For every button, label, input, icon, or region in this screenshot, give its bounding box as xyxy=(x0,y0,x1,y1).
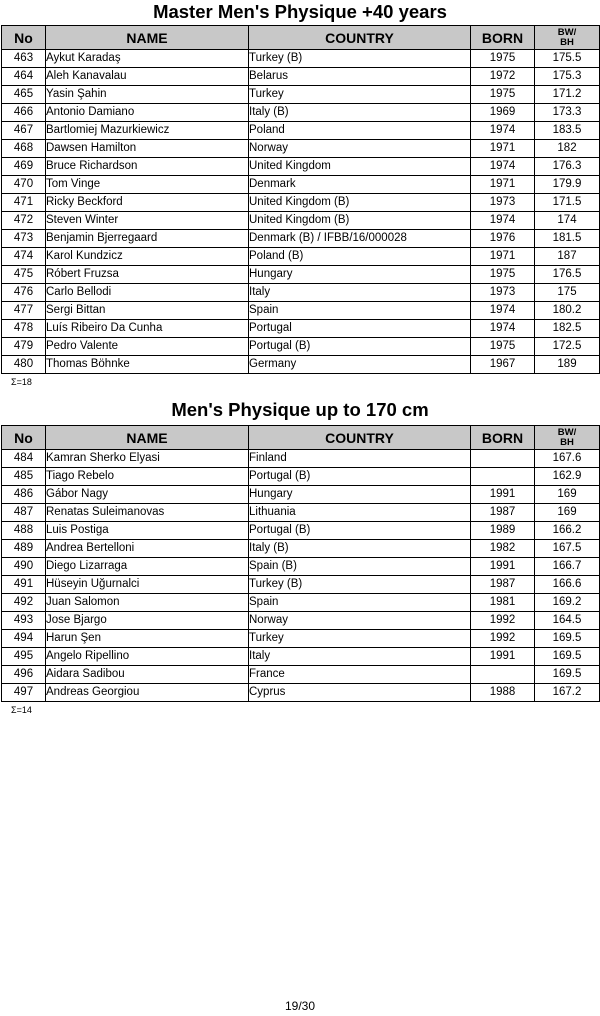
table-row xyxy=(2,558,600,576)
cell-country: Germany xyxy=(249,356,471,374)
table-row xyxy=(2,450,600,468)
cell-no: 491 xyxy=(2,576,46,594)
cell-born xyxy=(471,450,535,468)
cell-born: 1992 xyxy=(471,612,535,630)
cell-country: Spain (B) xyxy=(249,558,471,576)
cell-name: Tiago Rebelo xyxy=(46,468,249,486)
cell-born: 1975 xyxy=(471,86,535,104)
cell-born: 1974 xyxy=(471,158,535,176)
cell-no: 487 xyxy=(2,504,46,522)
section-title: Master Men's Physique +40 years xyxy=(153,1,447,22)
table-row xyxy=(2,248,600,266)
cell-country: Turkey xyxy=(249,86,471,104)
table-row xyxy=(2,158,600,176)
table-row xyxy=(2,302,600,320)
cell-no: 497 xyxy=(2,684,46,702)
cell-name: Carlo Bellodi xyxy=(46,284,249,302)
cell-bw: 182 xyxy=(535,140,600,158)
cell-no: 484 xyxy=(2,450,46,468)
table-row xyxy=(2,612,600,630)
cell-country: Norway xyxy=(249,140,471,158)
cell-bw: 171.5 xyxy=(535,194,600,212)
cell-born: 1987 xyxy=(471,504,535,522)
table-row xyxy=(2,266,600,284)
cell-name: Luis Postiga xyxy=(46,522,249,540)
cell-country: United Kingdom (B) xyxy=(249,212,471,230)
cell-bw: 169 xyxy=(535,504,600,522)
cell-name: Gábor Nagy xyxy=(46,486,249,504)
cell-name: Andreas Georgiou xyxy=(46,684,249,702)
cell-name: Angelo Ripellino xyxy=(46,648,249,666)
cell-country: Portugal (B) xyxy=(249,468,471,486)
cell-born: 1974 xyxy=(471,212,535,230)
cell-no: 474 xyxy=(2,248,46,266)
cell-name: Sergi Bittan xyxy=(46,302,249,320)
cell-name: Tom Vinge xyxy=(46,176,249,194)
table-row xyxy=(2,540,600,558)
table-row xyxy=(2,684,600,702)
col-header-born: BORN xyxy=(471,426,535,450)
cell-born: 1972 xyxy=(471,68,535,86)
cell-bw: 166.6 xyxy=(535,576,600,594)
cell-country: Hungary xyxy=(249,266,471,284)
cell-country: Italy (B) xyxy=(249,540,471,558)
cell-country: Denmark (B) / IFBB/16/000028 xyxy=(249,230,471,248)
cell-bw: 175 xyxy=(535,284,600,302)
cell-born: 1971 xyxy=(471,248,535,266)
cell-bw: 173.3 xyxy=(535,104,600,122)
cell-born: 1975 xyxy=(471,338,535,356)
cell-name: Pedro Valente xyxy=(46,338,249,356)
cell-bw: 166.2 xyxy=(535,522,600,540)
cell-bw: 172.5 xyxy=(535,338,600,356)
cell-bw: 167.5 xyxy=(535,540,600,558)
table-row xyxy=(2,594,600,612)
cell-name: Steven Winter xyxy=(46,212,249,230)
cell-name: Róbert Fruzsa xyxy=(46,266,249,284)
cell-bw: 181.5 xyxy=(535,230,600,248)
cell-no: 496 xyxy=(2,666,46,684)
header-row xyxy=(2,26,600,50)
cell-country: Poland (B) xyxy=(249,248,471,266)
cell-bw: 167.2 xyxy=(535,684,600,702)
col-header-country: COUNTRY xyxy=(249,26,471,50)
cell-no: 473 xyxy=(2,230,46,248)
cell-born: 1992 xyxy=(471,630,535,648)
cell-name: Benjamin Bjerregaard xyxy=(46,230,249,248)
cell-no: 472 xyxy=(2,212,46,230)
cell-bw: 167.6 xyxy=(535,450,600,468)
cell-no: 467 xyxy=(2,122,46,140)
cell-bw: 175.3 xyxy=(535,68,600,86)
cell-born: 1974 xyxy=(471,302,535,320)
cell-name: Kamran Sherko Elyasi xyxy=(46,450,249,468)
cell-country: Spain xyxy=(249,594,471,612)
cell-born: 1971 xyxy=(471,176,535,194)
roster-table-2 xyxy=(1,425,600,702)
cell-country: Lithuania xyxy=(249,504,471,522)
page-number: 19/30 xyxy=(284,999,316,1013)
table-row xyxy=(2,104,600,122)
cell-bw: 166.7 xyxy=(535,558,600,576)
cell-bw: 182.5 xyxy=(535,320,600,338)
table-row xyxy=(2,338,600,356)
col-header-no: No xyxy=(2,26,46,50)
cell-no: 494 xyxy=(2,630,46,648)
cell-name: Jose Bjargo xyxy=(46,612,249,630)
cell-no: 489 xyxy=(2,540,46,558)
cell-country: Italy xyxy=(249,284,471,302)
cell-bw: 176.5 xyxy=(535,266,600,284)
cell-no: 486 xyxy=(2,486,46,504)
cell-country: Portugal (B) xyxy=(249,338,471,356)
cell-born: 1975 xyxy=(471,266,535,284)
table-row xyxy=(2,630,600,648)
cell-born: 1973 xyxy=(471,284,535,302)
cell-no: 477 xyxy=(2,302,46,320)
cell-no: 485 xyxy=(2,468,46,486)
cell-country: France xyxy=(249,666,471,684)
cell-country: Portugal xyxy=(249,320,471,338)
cell-name: Juan Salomon xyxy=(46,594,249,612)
cell-name: Antonio Damiano xyxy=(46,104,249,122)
table-row xyxy=(2,140,600,158)
cell-bw: 189 xyxy=(535,356,600,374)
cell-name: Harun Şen xyxy=(46,630,249,648)
cell-no: 469 xyxy=(2,158,46,176)
cell-country: Italy (B) xyxy=(249,104,471,122)
col-header-country: COUNTRY xyxy=(249,426,471,450)
table-row xyxy=(2,194,600,212)
table-row xyxy=(2,666,600,684)
cell-name: Karol Kundzicz xyxy=(46,248,249,266)
cell-born: 1981 xyxy=(471,594,535,612)
cell-bw: 169.5 xyxy=(535,630,600,648)
cell-bw: 169.5 xyxy=(535,648,600,666)
cell-no: 464 xyxy=(2,68,46,86)
cell-born: 1974 xyxy=(471,320,535,338)
roster-table-1 xyxy=(1,25,600,374)
table-body xyxy=(2,50,600,374)
col-header-bw-bh xyxy=(535,26,600,50)
cell-born: 1974 xyxy=(471,122,535,140)
section-title: Men's Physique up to 170 cm xyxy=(171,399,429,420)
cell-bw: 179.9 xyxy=(535,176,600,194)
cell-no: 466 xyxy=(2,104,46,122)
cell-bw: 180.2 xyxy=(535,302,600,320)
table-row xyxy=(2,122,600,140)
cell-country: Cyprus xyxy=(249,684,471,702)
bw-label: BW/ xyxy=(557,426,577,438)
table-row xyxy=(2,356,600,374)
cell-born: 1991 xyxy=(471,558,535,576)
col-header-bw-bh xyxy=(535,426,600,450)
table-row xyxy=(2,212,600,230)
cell-name: Luís Ribeiro Da Cunha xyxy=(46,320,249,338)
cell-no: 488 xyxy=(2,522,46,540)
table-row xyxy=(2,176,600,194)
cell-bw: 164.5 xyxy=(535,612,600,630)
bh-label: BH xyxy=(560,36,574,48)
cell-country: United Kingdom (B) xyxy=(249,194,471,212)
cell-name: Thomas Böhnke xyxy=(46,356,249,374)
cell-no: 478 xyxy=(2,320,46,338)
cell-country: Turkey xyxy=(249,630,471,648)
cell-born: 1975 xyxy=(471,50,535,68)
col-header-name: NAME xyxy=(46,26,249,50)
cell-bw: 169.5 xyxy=(535,666,600,684)
cell-name: Bartlomiej Mazurkiewicz xyxy=(46,122,249,140)
section-master-mens-physique xyxy=(0,0,600,24)
cell-name: Renatas Suleimanovas xyxy=(46,504,249,522)
cell-born: 1988 xyxy=(471,684,535,702)
cell-bw: 169 xyxy=(535,486,600,504)
bh-label: BH xyxy=(560,436,574,448)
cell-no: 476 xyxy=(2,284,46,302)
cell-bw: 175.5 xyxy=(535,50,600,68)
cell-born: 1991 xyxy=(471,486,535,504)
table-row xyxy=(2,50,600,68)
cell-country: Poland xyxy=(249,122,471,140)
header-row xyxy=(2,426,600,450)
table-row xyxy=(2,320,600,338)
cell-name: Diego Lizarraga xyxy=(46,558,249,576)
cell-country: United Kingdom xyxy=(249,158,471,176)
table-row xyxy=(2,504,600,522)
cell-no: 479 xyxy=(2,338,46,356)
cell-no: 480 xyxy=(2,356,46,374)
sum-count: Σ=14 xyxy=(11,705,32,715)
cell-country: Turkey (B) xyxy=(249,576,471,594)
cell-country: Spain xyxy=(249,302,471,320)
cell-name: Aidara Sadibou xyxy=(46,666,249,684)
section-mens-physique-170 xyxy=(0,398,600,422)
cell-born xyxy=(471,468,535,486)
cell-country: Belarus xyxy=(249,68,471,86)
cell-born: 1982 xyxy=(471,540,535,558)
cell-name: Aykut Karadaş xyxy=(46,50,249,68)
cell-born xyxy=(471,666,535,684)
cell-name: Ricky Beckford xyxy=(46,194,249,212)
cell-name: Yasin Şahin xyxy=(46,86,249,104)
table-row xyxy=(2,86,600,104)
col-header-name: NAME xyxy=(46,426,249,450)
cell-country: Turkey (B) xyxy=(249,50,471,68)
table-row xyxy=(2,68,600,86)
cell-born: 1991 xyxy=(471,648,535,666)
cell-bw: 174 xyxy=(535,212,600,230)
sum-count: Σ=18 xyxy=(11,377,32,387)
bw-label: BW/ xyxy=(557,26,577,38)
cell-no: 490 xyxy=(2,558,46,576)
table-row xyxy=(2,648,600,666)
cell-country: Denmark xyxy=(249,176,471,194)
cell-name: Aleh Kanavalau xyxy=(46,68,249,86)
col-header-born: BORN xyxy=(471,26,535,50)
cell-born: 1967 xyxy=(471,356,535,374)
table-row xyxy=(2,284,600,302)
cell-country: Italy xyxy=(249,648,471,666)
table-row xyxy=(2,468,600,486)
cell-name: Bruce Richardson xyxy=(46,158,249,176)
cell-bw: 171.2 xyxy=(535,86,600,104)
cell-born: 1987 xyxy=(471,576,535,594)
cell-bw: 183.5 xyxy=(535,122,600,140)
cell-born: 1969 xyxy=(471,104,535,122)
cell-country: Hungary xyxy=(249,486,471,504)
cell-born: 1976 xyxy=(471,230,535,248)
cell-bw: 169.2 xyxy=(535,594,600,612)
cell-country: Finland xyxy=(249,450,471,468)
cell-no: 471 xyxy=(2,194,46,212)
cell-no: 470 xyxy=(2,176,46,194)
cell-name: Hüseyin Uğurnalci xyxy=(46,576,249,594)
col-header-no: No xyxy=(2,426,46,450)
cell-no: 493 xyxy=(2,612,46,630)
cell-born: 1989 xyxy=(471,522,535,540)
cell-country: Portugal (B) xyxy=(249,522,471,540)
table-row xyxy=(2,230,600,248)
table-row xyxy=(2,522,600,540)
cell-no: 492 xyxy=(2,594,46,612)
table-body xyxy=(2,450,600,702)
cell-born: 1973 xyxy=(471,194,535,212)
cell-bw: 187 xyxy=(535,248,600,266)
cell-born: 1971 xyxy=(471,140,535,158)
cell-no: 495 xyxy=(2,648,46,666)
cell-bw: 162.9 xyxy=(535,468,600,486)
cell-no: 465 xyxy=(2,86,46,104)
cell-no: 468 xyxy=(2,140,46,158)
cell-bw: 176.3 xyxy=(535,158,600,176)
cell-no: 463 xyxy=(2,50,46,68)
cell-name: Dawsen Hamilton xyxy=(46,140,249,158)
cell-no: 475 xyxy=(2,266,46,284)
cell-name: Andrea Bertelloni xyxy=(46,540,249,558)
cell-country: Norway xyxy=(249,612,471,630)
table-row xyxy=(2,486,600,504)
table-row xyxy=(2,576,600,594)
